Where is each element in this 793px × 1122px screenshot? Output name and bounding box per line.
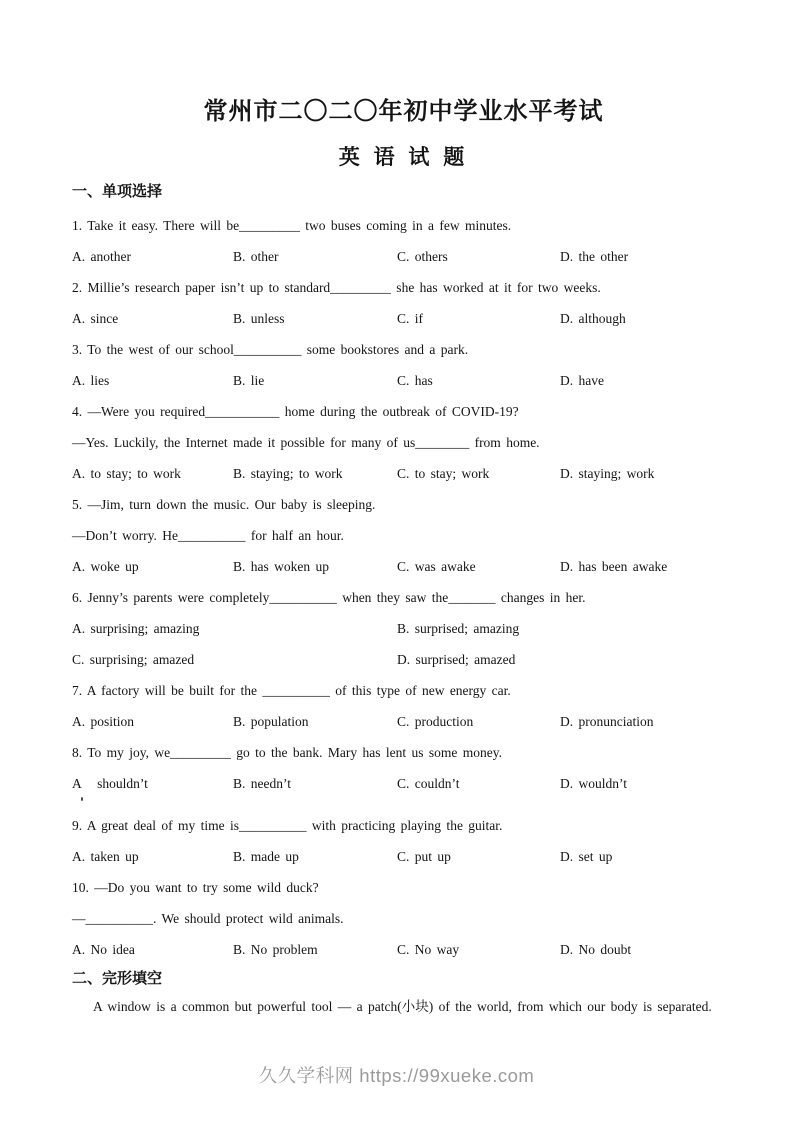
question-7 — [72, 675, 735, 737]
question-6 — [72, 582, 735, 675]
question-8 — [72, 737, 735, 799]
cloze-first-line: A window is a common but powerful tool — a patch(小块) of the world, from which our body is separated. — [93, 999, 712, 1014]
question-9-text: 9. A great deal of my time is__________ with practicing playing the guitar. — [72, 818, 503, 833]
question-5 — [72, 489, 735, 582]
question-4-option-b: B. staying; to work — [233, 466, 343, 481]
question-10-option-d: D. No doubt — [560, 942, 632, 957]
question-10-text-line-2: —__________. We should protect wild animals. — [72, 911, 344, 926]
question-3-text: 3. To the west of our school__________ some bookstores and a park. — [72, 342, 469, 357]
question-3-option-a: A. lies — [72, 373, 110, 388]
question-2 — [72, 272, 735, 334]
question-7-text: 7. A factory will be built for the __________ of this type of new energy car. — [72, 683, 511, 698]
question-8-option-b: B. needn’t — [233, 776, 291, 791]
question-8-options — [72, 768, 735, 799]
question-5-text-line-2: —Don’t worry. He__________ for half an hour. — [72, 528, 344, 543]
question-8-option-d: D. wouldn’t — [560, 776, 628, 791]
question-8-option-c: C. couldn’t — [397, 776, 460, 791]
section-2-heading: 二、完形填空 — [72, 970, 163, 987]
question-4-text-line-1: 4. —Were you required___________ home during the outbreak of COVID-19? — [72, 404, 519, 419]
question-1-option-a: A. another — [72, 249, 131, 264]
watermark-footer: 久久学科网 https://99xueke.com — [258, 1065, 535, 1086]
question-9 — [72, 810, 735, 872]
question-6-options-row-1 — [72, 613, 735, 644]
question-4-options — [72, 458, 735, 489]
question-4-text-line-2: —Yes. Luckily, the Internet made it possible for many of us________ from home. — [72, 435, 540, 450]
question-2-options — [72, 303, 735, 334]
question-1-options — [72, 241, 735, 272]
question-1-option-d: D. the other — [560, 249, 629, 264]
question-2-option-b: B. unless — [233, 311, 285, 326]
exam-subtitle: 英 语 试 题 — [338, 146, 469, 169]
question-8-option-a: A shouldn’t — [72, 776, 148, 791]
question-3 — [72, 334, 735, 396]
question-5-option-c: C. was awake — [397, 559, 476, 574]
question-5-options — [72, 551, 735, 582]
question-1-text: 1. Take it easy. There will be_________ two buses coming in a few minutes. — [72, 218, 512, 233]
question-9-option-c: C. put up — [397, 849, 451, 864]
question-3-option-b: B. lie — [233, 373, 265, 388]
question-9-option-d: D. set up — [560, 849, 613, 864]
question-5-option-d: D. has been awake — [560, 559, 668, 574]
question-6-option-d: D. surprised; amazed — [397, 652, 516, 667]
question-10-option-b: B. No problem — [233, 942, 318, 957]
scan-artifact-mark — [81, 797, 83, 801]
question-2-text: 2. Millie’s research paper isn’t up to standard_________ she has worked at it for two weeks. — [72, 280, 601, 295]
question-4-option-c: C. to stay; work — [397, 466, 490, 481]
question-7-option-a: A. position — [72, 714, 135, 729]
question-8-text: 8. To my joy, we_________ go to the bank. Mary has lent us some money. — [72, 745, 503, 760]
question-3-options — [72, 365, 735, 396]
question-10-options — [72, 934, 735, 965]
question-6-option-c: C. surprising; amazed — [72, 652, 195, 667]
question-1 — [72, 210, 735, 272]
question-1-option-b: B. other — [233, 249, 279, 264]
question-6-option-a: A. surprising; amazing — [72, 621, 200, 636]
question-9-option-b: B. made up — [233, 849, 299, 864]
question-3-option-d: D. have — [560, 373, 604, 388]
question-2-option-a: A. since — [72, 311, 119, 326]
question-10-text-line-1: 10. —Do you want to try some wild duck? — [72, 880, 319, 895]
question-9-option-a: A. taken up — [72, 849, 139, 864]
question-10-option-a: A. No idea — [72, 942, 135, 957]
question-10 — [72, 872, 735, 965]
question-7-options — [72, 706, 735, 737]
question-5-option-b: B. has woken up — [233, 559, 329, 574]
section-1-heading: 一、单项选择 — [72, 183, 163, 200]
question-1-option-c: C. others — [397, 249, 448, 264]
question-5-text-line-1: 5. —Jim, turn down the music. Our baby is sleeping. — [72, 497, 376, 512]
question-4-option-d: D. staying; work — [560, 466, 655, 481]
question-7-option-b: B. population — [233, 714, 309, 729]
question-9-options — [72, 841, 735, 872]
question-5-option-a: A. woke up — [72, 559, 139, 574]
question-6-option-b: B. surprised; amazing — [397, 621, 520, 636]
question-2-option-d: D. although — [560, 311, 626, 326]
question-7-option-c: C. production — [397, 714, 474, 729]
question-4 — [72, 396, 735, 489]
question-6-options-row-2 — [72, 644, 735, 675]
exam-title: 常州市二〇二〇年初中学业水平考试 — [203, 98, 604, 125]
question-2-option-c: C. if — [397, 311, 424, 326]
question-7-option-d: D. pronunciation — [560, 714, 654, 729]
question-4-option-a: A. to stay; to work — [72, 466, 181, 481]
question-3-option-c: C. has — [397, 373, 433, 388]
question-6-text: 6. Jenny’s parents were completely__________ when they saw the_______ changes in her. — [72, 590, 586, 605]
question-10-option-c: C. No way — [397, 942, 460, 957]
